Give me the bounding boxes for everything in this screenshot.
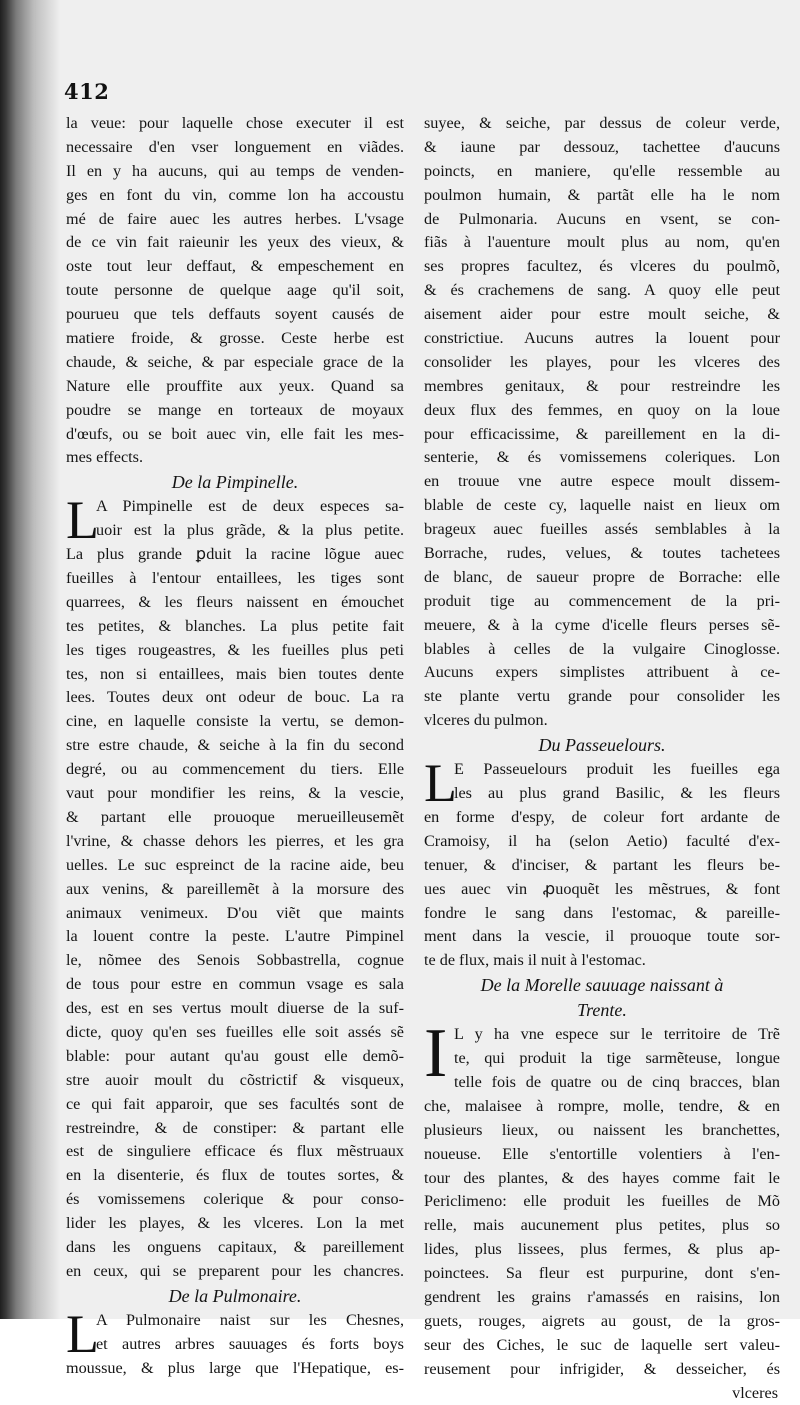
- text-line: fondre le sang dans l'estomac, & pareille-: [424, 903, 780, 922]
- text-line: és vomissemens colerique & pour conso-: [66, 1190, 404, 1209]
- text-line: Nature elle prouffite aux yeux. Quand sa: [66, 376, 404, 395]
- text-line: poulmon humain, & partãt elle ha le nom: [424, 185, 780, 204]
- text-line: deux flux des femmes, en quoy on la loue: [424, 400, 780, 419]
- text-line: ment dans la vescie, il prouoque toute sor-: [424, 927, 780, 946]
- text-line: et autres arbres sauuages és forts boys: [96, 1334, 404, 1353]
- text-line: blable de ceste cy, laquelle naist en lieux om: [424, 496, 780, 515]
- text-line: ce qui fait apparoir, que ses facultés sont de: [66, 1094, 404, 1113]
- text-line: d'œufs, ou se boit auec vin, elle fait les mes-: [66, 424, 404, 443]
- text-line: poincts, en maniere, qu'elle ressemble au: [424, 161, 780, 180]
- text-line: stre estre chaude, & seiche à la fin du second: [66, 736, 404, 755]
- text-line: aux venins, & pareillemẽt à la morsure des: [66, 879, 404, 898]
- binding-gutter-shadow: [0, 0, 60, 1319]
- drop-cap-lines: [424, 1015, 780, 1095]
- drop-cap-lines: [424, 753, 780, 814]
- morelle-text: [424, 1095, 780, 1382]
- text-line: seur des Ciches, le suc de laquelle sert valeu-: [424, 1335, 780, 1354]
- text-line: vaut pour mondifier les reins, & la vescie,: [66, 784, 404, 803]
- text-line: gendrent les grains r'amassés en raisins, lon: [424, 1287, 780, 1306]
- passeuelours-text: [424, 806, 780, 973]
- text-line: ues auec vin ꝓuoquẽt les mẽstrues, & font: [424, 879, 780, 898]
- text-line: blables à celles de la vulgaire Cinoglosse.: [424, 639, 780, 658]
- text-line: le, nõmee des Senois Sobbastrella, cognue: [66, 951, 404, 970]
- text-line: mes effects.: [66, 448, 144, 467]
- text-line: stre auoir moult du cõstrictif & visqueux,: [66, 1070, 404, 1089]
- text-line: blable: pour autant qu'au goust elle demõ-: [66, 1046, 404, 1065]
- text-line: mé de faire auec les autres herbes. L'vsage: [66, 209, 404, 228]
- text-line: Periclimeno: elle produit les fueilles de Mõ: [424, 1192, 780, 1211]
- text-line: de Pulmonaria. Aucuns en vsent, se con-: [424, 209, 780, 228]
- text-line: Cramoisy, il ha (selon Aetio) faculté d'ex-: [424, 831, 780, 850]
- drop-cap: I: [424, 1015, 448, 1093]
- text-line: lides, plus lissees, plus fermes, & plus ap-: [424, 1240, 780, 1259]
- paragraph-passeuelours: [424, 753, 780, 814]
- text-line: brageux auec fueilles assés semblables à la: [424, 520, 780, 539]
- drop-cap-lines: [66, 1303, 404, 1364]
- text-line: cine, en laquelle consiste la vertu, se demon-: [66, 712, 404, 731]
- text-line: ges en font du vin, comme lon ha accoustu: [66, 185, 404, 204]
- text-line: fiãs à l'auenture moult plus au nom, qu'en: [424, 233, 780, 252]
- text-line: la louent contre la peste. L'autre Pimpinel: [66, 927, 404, 946]
- text-line: plusieurs lieux, ou naissent les branchettes,: [424, 1120, 780, 1139]
- text-line: produit tige au commencement de la pri-: [424, 591, 780, 610]
- text-line: chaude, & seiche, & par especiale grace de la: [66, 352, 404, 371]
- text-line: meuere, & à la cyme d'icelle fleurs perses sẽ-: [424, 615, 780, 634]
- text-line: relle, mais aucunement plus petites, plus so: [424, 1216, 780, 1235]
- text-line: ses propres facultez, és vlceres du poulmõ,: [424, 257, 780, 276]
- text-line: Borrache, rudes, velues, & toutes tachetees: [424, 544, 780, 563]
- text-line: en trouue vne autre espece moult dissem-: [424, 472, 780, 491]
- text-line: consolider les playes, pour les vlceres des: [424, 352, 780, 371]
- text-line: oste tout leur deffaut, & empeschement en: [66, 257, 404, 276]
- text-line: noueuse. Elle s'entortille volentiers à l'en-: [424, 1144, 780, 1163]
- right-column: [424, 112, 780, 1405]
- text-line: lider les playes, & les vlceres. Lon la met: [66, 1214, 404, 1233]
- text-line: en forme d'espy, de coleur fort ardante de: [424, 807, 780, 826]
- text-line: dicte, quoy qu'en ses fueilles elle soit assés sẽ: [66, 1022, 404, 1041]
- drop-cap: L: [66, 1303, 99, 1364]
- text-line: Il en y ha aucuns, qui au temps de venden-: [66, 161, 404, 180]
- text-line: des, est en ses vertus moult diuerse de la suf-: [66, 999, 404, 1018]
- text-line: constrictiue. Aucuns autres la louent pour: [424, 329, 780, 348]
- text-line: reusement pour infrigider, & desseicher, és: [424, 1359, 780, 1378]
- paragraph-pimpinelle: [66, 490, 404, 551]
- text-line: l'vrine, & chasse dehors les pierres, et les gra: [66, 831, 404, 850]
- text-line: & és crachemens de sang. A quoy elle peut: [424, 281, 780, 300]
- text-line: moussue, & plus large que l'Hepatique, es-: [66, 1358, 404, 1377]
- text-line: Aucuns expers simplistes attribuent à ce-: [424, 663, 780, 682]
- text-line: de ce vin fait raieunir les yeux des vieux, &: [66, 233, 404, 252]
- page-number: 412: [64, 79, 110, 104]
- text-line: te de flux, mais il nuit à l'estomac.: [424, 951, 646, 970]
- drop-cap: L: [66, 490, 99, 551]
- text-line: poudre se mange en torteaux de moyaux: [66, 400, 404, 419]
- text-line: de blanc, de saueur propre de Borrache: elle: [424, 567, 780, 586]
- text-line: les tiges rougeastres, & les fueilles plus peti: [66, 640, 404, 659]
- drop-cap: L: [424, 753, 457, 814]
- heading-passeuelours: Du Passeuelours.: [538, 735, 666, 756]
- text-line: E Passeuelours produit les fueilles ega: [454, 760, 780, 779]
- text-line: tes petites, & blanches. La plus petite fait: [66, 616, 404, 635]
- text-line: toute personne de quelque aage qu'il soit,: [66, 281, 404, 300]
- text-line: degré, ou au commencement du tiers. Elle: [66, 760, 404, 779]
- right-text-block: [424, 112, 780, 733]
- text-line: A Pimpinelle est de deux especes sa-: [96, 497, 404, 516]
- text-line: aisement aider pour estre moult seiche, &: [424, 305, 780, 324]
- text-line: uoir est la plus grãde, & la plus petite.: [96, 521, 404, 540]
- text-line: en ceux, qui se preparent pour les chancres.: [66, 1261, 404, 1280]
- text-line: necessaire d'en vser longuement en viãdes.: [66, 137, 404, 156]
- text-line: che, malaisee à rompre, molle, tendre, & en: [424, 1096, 780, 1115]
- left-text-block: [66, 112, 404, 470]
- text-line: membres genitaux, & pour restreindre les: [424, 376, 780, 395]
- text-line: & iaune par dessouz, tachettee d'aucuns: [424, 137, 780, 156]
- text-line: telle fois de quatre ou de cinq bracces, blan: [454, 1072, 780, 1091]
- text-line: dans les onguens capitaux, & pareillement: [66, 1237, 404, 1256]
- paragraph-morelle: [424, 1015, 780, 1095]
- text-line: uelles. Le suc espreinct de la racine aide, beu: [66, 855, 404, 874]
- text-line: pour efficacissime, & pareillement en la di-: [424, 424, 780, 443]
- text-line: les au plus grand Basilic, & les fleurs: [454, 784, 780, 803]
- text-line: & partant elle prouoque merueilleusemẽt: [66, 807, 404, 826]
- text-line: la veue: pour laquelle chose executer il est: [66, 114, 404, 132]
- text-line: A Pulmonaire naist sur les Chesnes,: [96, 1310, 404, 1329]
- text-line: fueilles à l'entour entaillees, les tiges sont: [66, 569, 404, 588]
- text-line: pourueu que tels deffauts soyent causés de: [66, 305, 404, 324]
- text-line: en la disenterie, és flux de toutes sortes, &: [66, 1166, 404, 1185]
- pimpinelle-text: [66, 543, 404, 1284]
- paragraph-pulmonaire: [66, 1303, 404, 1364]
- text-line: La plus grande ꝑduit la racine lõgue auec: [66, 545, 404, 564]
- text-line: matiere froide, & grosse. Ceste herbe est: [66, 329, 404, 348]
- text-line: est de singuliere efficace és flux mẽstruaux: [66, 1142, 404, 1161]
- left-column: [66, 112, 404, 1380]
- text-line: lees. Toutes deux ont odeur de bouc. La ra: [66, 688, 404, 707]
- heading-pimpinelle: De la Pimpinelle.: [171, 472, 299, 493]
- text-line: restreindre, & de constiper: & partant elle: [66, 1118, 404, 1137]
- heading-morelle-line-1: De la Morelle sauuage naissant à: [480, 975, 724, 996]
- text-line: quarrees, & les fleurs naissent en émouchet: [66, 592, 404, 611]
- heading-pulmonaire: De la Pulmonaire.: [168, 1285, 302, 1306]
- text-line: te, qui produit la tige sarmẽteuse, longue: [454, 1049, 780, 1068]
- text-line: senterie, & és vomissemens coleriques. Lon: [424, 448, 780, 467]
- text-line: animaux venimeux. D'ou viẽt que maints: [66, 903, 404, 922]
- text-line: suyee, & seiche, par dessus de coleur verde,: [424, 114, 780, 132]
- text-line: de tous pour estre en commun vsage es sala: [66, 975, 404, 994]
- text-line: ste plante vertu grande pour consolider les: [424, 687, 780, 706]
- text-line: tes, non si entaillees, mais bien toutes dente: [66, 664, 404, 683]
- text-line: poinctees. Sa fleur est purpurine, dont s'en-: [424, 1264, 780, 1283]
- catchword: vlceres: [732, 1383, 778, 1402]
- text-line: L y ha vne espece sur le territoire de Trẽ: [454, 1025, 780, 1044]
- text-line: tour des plantes, & des hayes comme fait le: [424, 1168, 780, 1187]
- text-line: vlceres du pulmon.: [424, 711, 548, 730]
- text-line: tenuer, & d'inciser, & partant les fleurs be-: [424, 855, 780, 874]
- drop-cap-lines: [66, 490, 404, 551]
- heading-morelle-line-2: Trente.: [577, 1000, 627, 1021]
- text-line: guets, rouges, aigrets au goust, de la gros-: [424, 1311, 780, 1330]
